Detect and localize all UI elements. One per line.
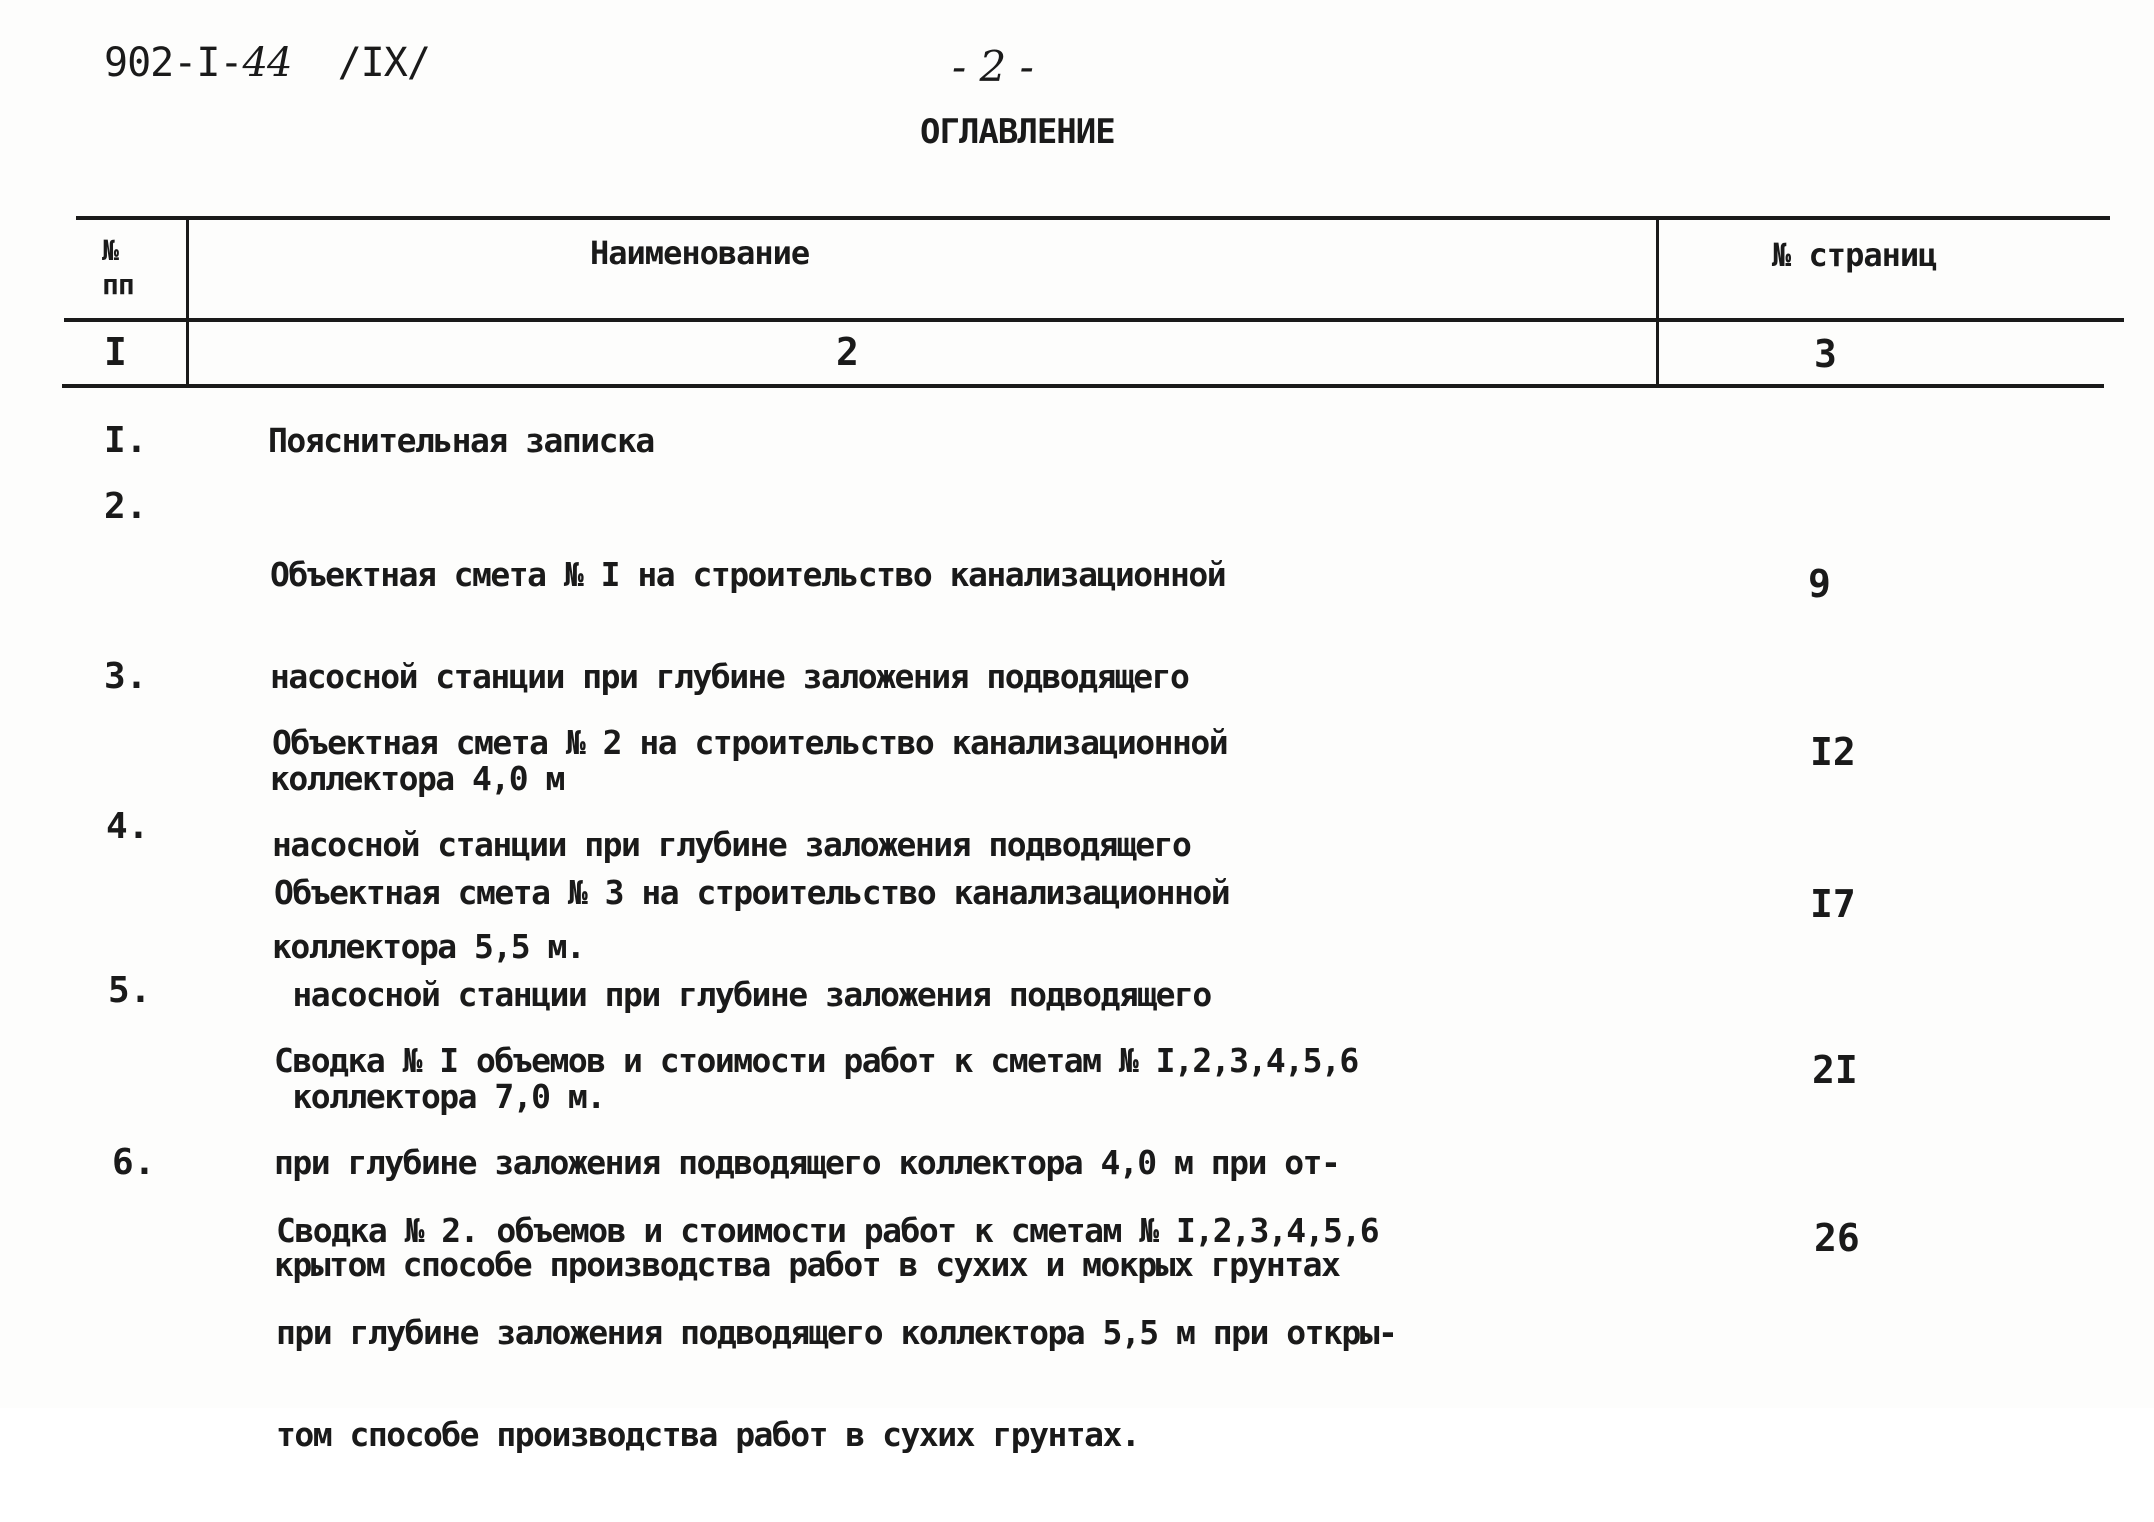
document-code-suffix: /IX/ bbox=[337, 40, 430, 86]
table-header-rule bbox=[64, 318, 2124, 322]
row-2-page: 9 bbox=[1808, 562, 1831, 606]
col-header-num-symbol: № bbox=[102, 234, 118, 267]
col-number-2: 2 bbox=[836, 330, 859, 374]
col-number-3: 3 bbox=[1814, 332, 1837, 376]
table-top-rule bbox=[76, 216, 2110, 220]
row-2-line-1: Объектная смета № I на строительство канализационной bbox=[270, 555, 1226, 594]
page-title: ОГЛАВЛЕНИЕ bbox=[920, 112, 1115, 152]
col-header-num bbox=[102, 234, 134, 302]
document-code-typed: 902-I- bbox=[104, 40, 243, 86]
row-2-number: 2. bbox=[104, 486, 148, 527]
row-5-line-1: Сводка № I объемов и стоимости работ к сметам № I,2,3,4,5,6 bbox=[274, 1041, 1358, 1080]
col-header-num-abbr: пп bbox=[102, 268, 134, 301]
row-3-page: I2 bbox=[1810, 730, 1856, 774]
table-divider-right bbox=[1656, 216, 1659, 386]
row-6-number: 6. bbox=[112, 1142, 156, 1183]
row-1-number: I. bbox=[104, 420, 148, 461]
row-5-line-3: крытом способе производства работ в сухих и мокрых грунтах bbox=[274, 1245, 1340, 1284]
row-4-number: 4. bbox=[106, 806, 150, 847]
row-5-line-2: при глубине заложения подводящего коллектора 4,0 м при от- bbox=[274, 1143, 1340, 1182]
col-number-1: I bbox=[104, 330, 127, 374]
row-4-line-1: Объектная смета № 3 на строительство канализационной bbox=[274, 873, 1230, 912]
row-6-line-1: Сводка № 2. объемов и стоимости работ к сметам № I,2,3,4,5,6 bbox=[276, 1211, 1379, 1250]
row-6-title bbox=[274, 1143, 1397, 1520]
row-5-page: 2I bbox=[1812, 1048, 1858, 1092]
document-code bbox=[104, 40, 430, 86]
page-number: - 2 - bbox=[952, 42, 1034, 91]
row-5-number: 5. bbox=[108, 970, 152, 1011]
row-2-line-3: коллектора 4,0 м bbox=[270, 759, 564, 798]
table-divider-left bbox=[186, 216, 189, 386]
row-3-line-1: Объектная смета № 2 на строительство канализационной bbox=[272, 723, 1228, 762]
row-4-page: I7 bbox=[1810, 882, 1856, 926]
row-1-line-1: Пояснительная записка bbox=[268, 421, 654, 460]
row-6-page: 26 bbox=[1814, 1216, 1860, 1260]
row-1-title bbox=[268, 421, 654, 460]
row-6-line-2: при глубине заложения подводящего коллектора 5,5 м при откры- bbox=[276, 1313, 1397, 1352]
row-4-line-3: коллектора 7,0 м. bbox=[274, 1077, 605, 1116]
row-3-line-2: насосной станции при глубине заложения подводящего bbox=[272, 825, 1191, 864]
document-code-handwritten: 44 bbox=[242, 40, 292, 86]
row-6-line-3: том способе производства работ в сухих грунтах. bbox=[276, 1415, 1140, 1454]
col-header-pages: № страниц bbox=[1772, 236, 1937, 274]
row-2-line-2: насосной станции при глубине заложения подводящего bbox=[270, 657, 1189, 696]
row-4-line-2: насосной станции при глубине заложения подводящего bbox=[274, 975, 1211, 1014]
row-3-line-3: коллектора 5,5 м. bbox=[272, 927, 585, 966]
row-3-number: 3. bbox=[104, 656, 148, 697]
table-column-numbers-rule bbox=[62, 384, 2104, 388]
col-header-name: Наименование bbox=[590, 234, 810, 272]
